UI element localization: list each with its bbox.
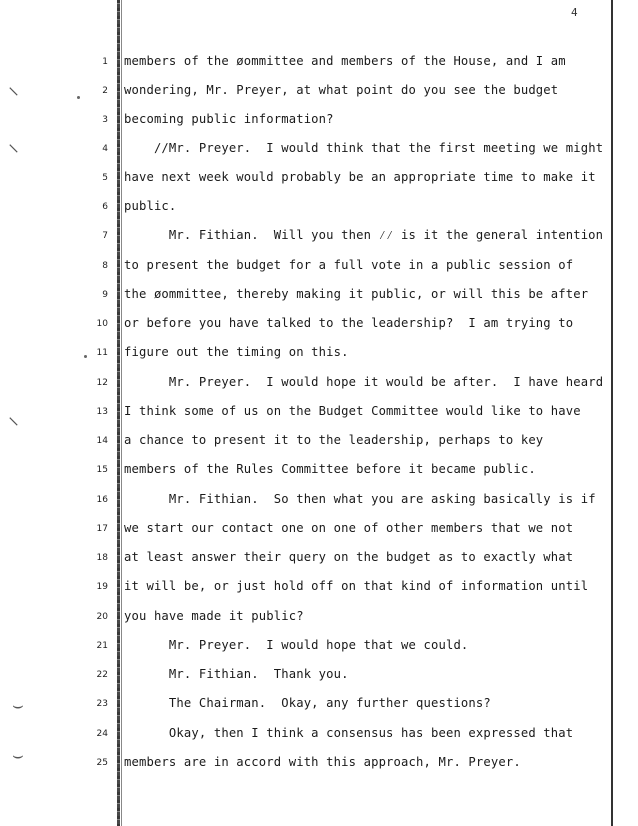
line-number: 20 — [96, 612, 108, 622]
line-number: 3 — [102, 115, 108, 125]
line-number: 11 — [96, 348, 108, 358]
transcript-line — [0, 52, 638, 74]
line-text: Mr. Fithian. Thank you. — [124, 667, 349, 681]
line-text: wondering, Mr. Preyer, at what point do you see the budget — [124, 83, 559, 97]
line-number: 23 — [96, 699, 108, 709]
transcript-line — [0, 577, 638, 599]
transcript-line — [0, 373, 638, 395]
line-text: Mr. Fithian. So then what you are asking basically is if — [124, 492, 596, 506]
line-text: you have made it public? — [124, 609, 304, 623]
line-text: The Chairman. Okay, any further questions? — [124, 696, 491, 710]
transcript-line — [0, 343, 638, 365]
line-text: Okay, then I think a consensus has been expressed that — [124, 726, 574, 740]
line-number: 22 — [96, 670, 108, 680]
line-number: 7 — [102, 231, 108, 241]
line-number: 12 — [96, 378, 108, 388]
line-text: at least answer their query on the budget as to exactly what — [124, 550, 574, 564]
line-number: 10 — [96, 319, 108, 329]
line-text: Mr. Preyer. I would hope it would be after. I have heard — [124, 375, 604, 389]
binding-hole-mark: ⌣ — [12, 745, 24, 766]
line-number: 18 — [96, 553, 108, 563]
line-number: 14 — [96, 436, 108, 446]
line-text: have next week would probably be an appropriate time to make it — [124, 170, 596, 184]
line-number: 24 — [96, 729, 108, 739]
transcript-line — [0, 285, 638, 307]
line-number: 16 — [96, 495, 108, 505]
transcript-line — [0, 694, 638, 716]
transcript-line — [0, 110, 638, 132]
line-number: 9 — [102, 290, 108, 300]
transcript-line — [0, 431, 638, 453]
line-number: 21 — [96, 641, 108, 651]
line-text: Mr. Fithian. Will you then ⁄⁄ is it the general intention — [124, 228, 604, 242]
line-text: ∕∕Mr. Preyer. I would think that the first meeting we might — [124, 141, 604, 155]
transcript-line — [0, 724, 638, 746]
line-text: a chance to present it to the leadership, perhaps to key — [124, 433, 544, 447]
transcript-line — [0, 168, 638, 190]
transcript-line — [0, 607, 638, 629]
line-text: members of the øommittee and members of the House, and I am — [124, 54, 566, 68]
line-text: public. — [124, 199, 177, 213]
binding-hole-mark: ⸌ — [8, 414, 20, 439]
line-number: 13 — [96, 407, 108, 417]
line-number: 8 — [102, 261, 108, 271]
line-text: the øommittee, thereby making it public, or will this be after — [124, 287, 589, 301]
transcript-line — [0, 139, 638, 161]
transcript-line — [0, 314, 638, 336]
line-text: members are in accord with this approach, Mr. Preyer. — [124, 755, 521, 769]
binding-hole-mark: ⸌ — [8, 84, 20, 109]
transcript-line — [0, 256, 638, 278]
page-number: 4 — [571, 6, 578, 19]
transcript-line — [0, 81, 638, 103]
line-number: 5 — [102, 173, 108, 183]
transcript-line — [0, 490, 638, 512]
line-number: 17 — [96, 524, 108, 534]
transcript-line — [0, 548, 638, 570]
transcript-line — [0, 636, 638, 658]
transcript-line — [0, 753, 638, 775]
line-number: 25 — [96, 758, 108, 768]
line-text: figure out the timing on this. — [124, 345, 349, 359]
line-text: to present the budget for a full vote in a public session of — [124, 258, 574, 272]
line-number: 1 — [102, 57, 108, 67]
transcript-line — [0, 519, 638, 541]
transcript-line — [0, 460, 638, 482]
line-text: or before you have talked to the leadership? I am trying to — [124, 316, 574, 330]
line-text: it will be, or just hold off on that kind of information until — [124, 579, 589, 593]
transcript-line — [0, 226, 638, 248]
line-number: 6 — [102, 202, 108, 212]
transcript-line — [0, 197, 638, 219]
line-text: we start our contact one on one of other members that we not — [124, 521, 574, 535]
line-number: 15 — [96, 465, 108, 475]
line-number: 4 — [102, 144, 108, 154]
line-text: becoming public information? — [124, 112, 334, 126]
binding-hole-mark: ⸌ — [8, 141, 20, 166]
line-text: members of the Rules Committee before it became public. — [124, 462, 536, 476]
transcript-line — [0, 665, 638, 687]
binding-hole-mark: ⌣ — [12, 695, 24, 716]
line-text: Mr. Preyer. I would hope that we could. — [124, 638, 469, 652]
line-text: I think some of us on the Budget Committee would like to have — [124, 404, 581, 418]
line-number: 19 — [96, 582, 108, 592]
line-number: 2 — [102, 86, 108, 96]
transcript-line — [0, 402, 638, 424]
